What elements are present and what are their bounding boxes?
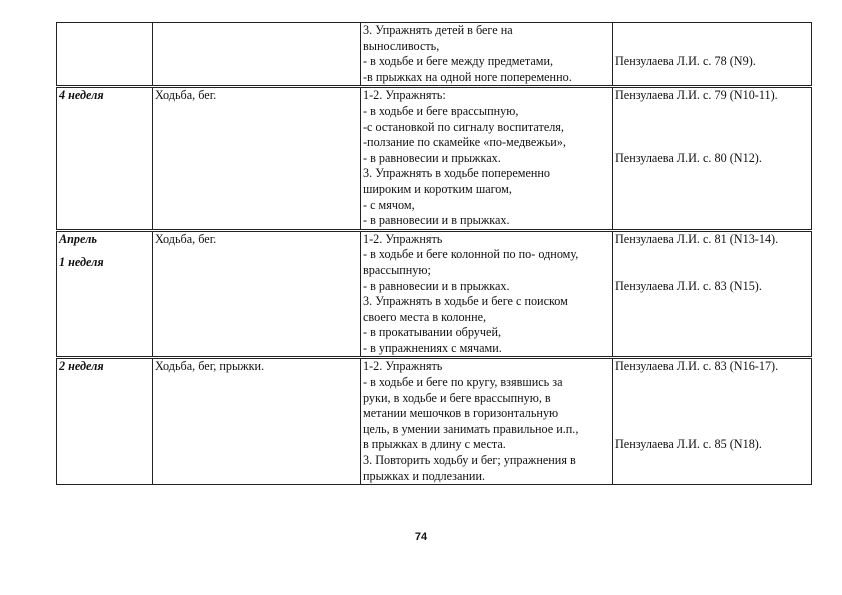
content-cell (361, 230, 613, 358)
content-line: в прыжках в длину с места. (363, 437, 506, 452)
content-line: широким и коротким шагом, (363, 181, 512, 196)
reference-line (615, 406, 809, 422)
content-line: 1-2. Упражнять (363, 359, 443, 374)
reference-cell (613, 87, 812, 230)
reference-line: Пензулаева Л.И. с. 78 (N9). (615, 54, 756, 69)
week-label: 2 неделя (59, 359, 104, 374)
reference-line (615, 104, 809, 120)
reference-line (615, 39, 809, 55)
reference-line (615, 135, 809, 151)
reference-line: Пензулаева Л.И. с. 83 (N15). (615, 278, 762, 293)
week-cell (57, 230, 153, 358)
reference-line (615, 391, 809, 407)
reference-line: Пензулаева Л.И. с. 81 (N13-14). (615, 231, 779, 246)
content-line: - в равновесии и в прыжках. (363, 213, 510, 228)
content-line: - в ходьбе и беге между предметами, (363, 54, 554, 69)
reference-line (615, 263, 809, 279)
activity-cell: Ходьба, бег. (153, 230, 361, 358)
content-line: 3. Повторить ходьбу и бег; упражнения в (363, 453, 576, 468)
table-row (57, 87, 812, 230)
content-line: выносливость, (363, 38, 440, 53)
content-line: 3. Упражнять детей в беге на (363, 23, 513, 37)
page-number: 74 (414, 531, 428, 543)
content-line: - в равновесии и в прыжках. (363, 278, 510, 293)
reference-cell (613, 23, 812, 87)
reference-line: Пензулаева Л.И. с. 79 (N10-11). (615, 88, 778, 103)
content-line: метании мешочков в горизонтальную (363, 406, 559, 421)
week-label: Апрель (59, 231, 97, 246)
reference-cell (613, 230, 812, 358)
week-label: 4 неделя (59, 88, 104, 103)
content-line: цель, в умении занимать правильное и.п., (363, 421, 579, 436)
content-line: - в прокатывании обручей, (363, 325, 502, 340)
content-line: -с остановкой по сигналу воспитателя, (363, 119, 564, 134)
content-line: - в ходьбе и беге врассыпную, (363, 103, 519, 118)
content-line: - с мячом, (363, 197, 415, 212)
content-line: -в прыжках на одной ноге попеременно. (363, 69, 572, 84)
lesson-plan-body (57, 23, 812, 485)
week-cell (57, 87, 153, 230)
lesson-plan-table (56, 22, 812, 485)
content-line: - в ходьбе и беге колонной по по- одному, (363, 247, 579, 262)
content-line: -ползание по скамейке «по-медвежьи», (363, 135, 566, 150)
table-row (57, 230, 812, 358)
reference-line: Пензулаева Л.И. с. 83 (N16-17). (615, 359, 779, 374)
reference-line (615, 422, 809, 438)
reference-line: Пензулаева Л.И. с. 80 (N12). (615, 150, 762, 165)
content-cell (361, 358, 613, 485)
reference-line: Пензулаева Л.И. с. 85 (N18). (615, 437, 762, 452)
table-row (57, 23, 812, 87)
content-line: своего места в колонне, (363, 309, 487, 324)
content-line: руки, в ходьбе и беге врассыпную, в (363, 390, 551, 405)
reference-line (615, 247, 809, 263)
week-cell (57, 23, 153, 87)
reference-line (615, 23, 809, 39)
content-line: 3. Упражнять в ходьбе попеременно (363, 166, 550, 181)
week-label: 1 неделя (59, 255, 104, 270)
content-cell (361, 23, 613, 87)
activity-cell: Ходьба, бег, прыжки. (153, 358, 361, 485)
content-line: 1-2. Упражнять (363, 231, 443, 246)
content-line: 1-2. Упражнять: (363, 88, 446, 103)
content-line: - в упражнениях с мячами. (363, 340, 502, 355)
content-line: врассыпную; (363, 262, 431, 277)
content-line: - в ходьбе и беге по кругу, взявшись за (363, 375, 563, 390)
reference-line (615, 375, 809, 391)
activity-cell: Ходьба, бег. (153, 87, 361, 230)
content-line: 3. Упражнять в ходьбе и беге с поиском (363, 294, 568, 309)
reference-cell (613, 358, 812, 485)
reference-line (615, 120, 809, 136)
week-cell (57, 358, 153, 485)
content-line: - в равновесии и прыжках. (363, 150, 501, 165)
table-row (57, 358, 812, 485)
activity-cell (153, 23, 361, 87)
content-line: прыжках и подлезании. (363, 468, 486, 483)
content-cell (361, 87, 613, 230)
